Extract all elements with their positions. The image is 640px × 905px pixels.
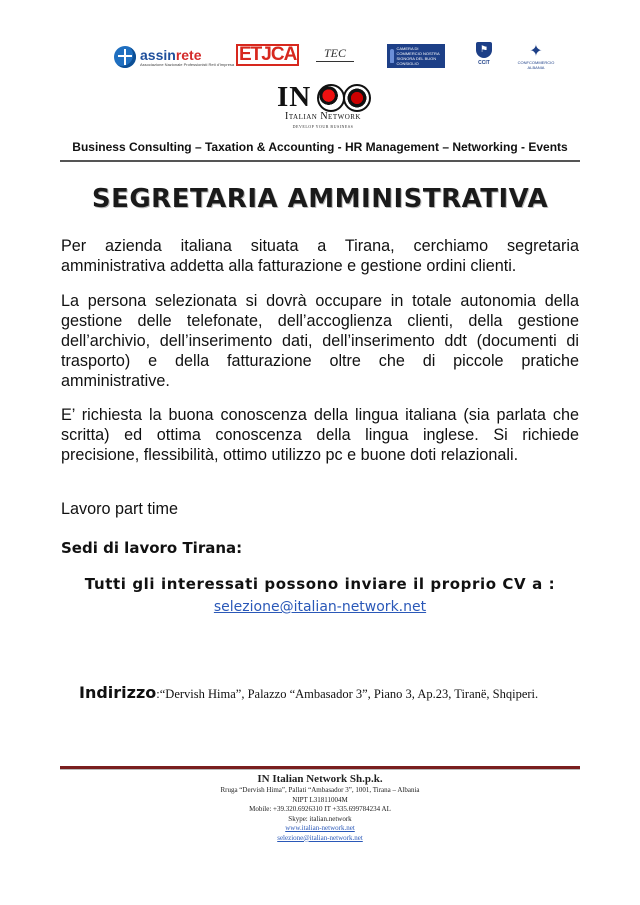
paragraph-duties: La persona selezionata si dovrà occupare in totale autonomia della gestione delle telefonate, dell’accoglienza clienti, della gestione dell’archivio, dell’inserimento dati, dell’inserimento ddt (documenti di trasporto) e della fatturazione oltre che di piccole pratiche amministrative. bbox=[61, 292, 579, 390]
footer-skype: Skype: italian.network bbox=[288, 814, 352, 823]
confcommercio-logo bbox=[517, 43, 555, 70]
brand-letters: IN bbox=[277, 81, 312, 113]
address-label: Indirizzo bbox=[79, 683, 157, 702]
etjca-logo: ETJCA bbox=[236, 44, 299, 66]
address bbox=[79, 683, 538, 703]
address-value: :“Dervish Hima”, Palazzo “Ambasador 3”, Piano 3, Ap.23, Tiranë, Shqiperi. bbox=[156, 687, 539, 701]
brand-name: Italian Network bbox=[285, 111, 361, 122]
assinrete-tagline: Associazione Nazionale Professionisti Reti d'Impresa bbox=[140, 61, 235, 67]
footer-email-link[interactable]: selezione@italian-network.net bbox=[277, 833, 363, 842]
footer-company: IN Italian Network Sh.p.k. bbox=[257, 773, 383, 785]
footer-divider bbox=[60, 766, 580, 770]
confcommercio-label: CONFCOMMERCIO ALBANIA bbox=[517, 60, 555, 70]
work-location: Sedi di lavoro Tirana: bbox=[61, 539, 243, 557]
apply-call-to-action: Tutti gli interessati possono inviare il proprio CV a : bbox=[84, 575, 556, 593]
camera-commercio-logo: CAMERA DI COMMERCIO NOSTRA SIGNORA DEL BUON CONSIGLIO bbox=[387, 44, 445, 68]
assinrete-logo bbox=[114, 46, 234, 68]
assinrete-brand-blue: assin bbox=[140, 46, 176, 63]
footer-website-link[interactable]: www.italian-network.net bbox=[285, 824, 355, 832]
confcommercio-icon: ✦ bbox=[529, 43, 543, 60]
paragraph-requirements: E’ richiesta la buona conoscenza della lingua italiana (sia parlata che scritta) ed ottima conoscenza della lingua inglese. Si richiede precisione, flessibilità, ottimo utilizzo pc e buone doti relazionali. bbox=[61, 406, 579, 464]
italian-network-logo bbox=[271, 82, 375, 132]
globe-icon bbox=[114, 46, 136, 68]
assinrete-brand-red: rete bbox=[175, 46, 202, 63]
email-link[interactable]: selezione@italian-network.net bbox=[213, 599, 427, 615]
crest-icon bbox=[390, 49, 394, 63]
partner-logos bbox=[0, 40, 640, 76]
paragraph-work-type: Lavoro part time bbox=[61, 500, 178, 518]
header-divider bbox=[60, 160, 580, 162]
footer-street: Rruga “Dervish Hima”, Pallati “Ambasador 3”, 1001, Tirana – Albania bbox=[220, 786, 420, 794]
ccit-shield-icon: ⚑ bbox=[476, 42, 492, 58]
tec-logo: TEC bbox=[316, 46, 354, 62]
services-line: Business Consulting – Taxation & Accounting - HR Management – Networking - Events bbox=[72, 140, 568, 154]
brand-circles-icon bbox=[317, 84, 373, 110]
email-link-wrapper bbox=[0, 598, 640, 616]
brand-tagline: DEVELOP YOUR BUSINESS bbox=[292, 124, 354, 129]
footer-nipt: NIPT L31811004M bbox=[292, 795, 348, 804]
page-title: SEGRETARIA AMMINISTRATIVA bbox=[91, 184, 549, 214]
ccit-logo: ⚑ CCIT bbox=[474, 42, 494, 70]
footer-mobile: Mobile: +39.320.6926310 IT +335.699784234 AL bbox=[249, 805, 391, 813]
paragraph-intro: Per azienda italiana situata a Tirana, cerchiamo segretaria amministrativa addetta alla fatturazione e gestione ordini clienti. bbox=[61, 237, 579, 275]
footer bbox=[0, 772, 640, 843]
